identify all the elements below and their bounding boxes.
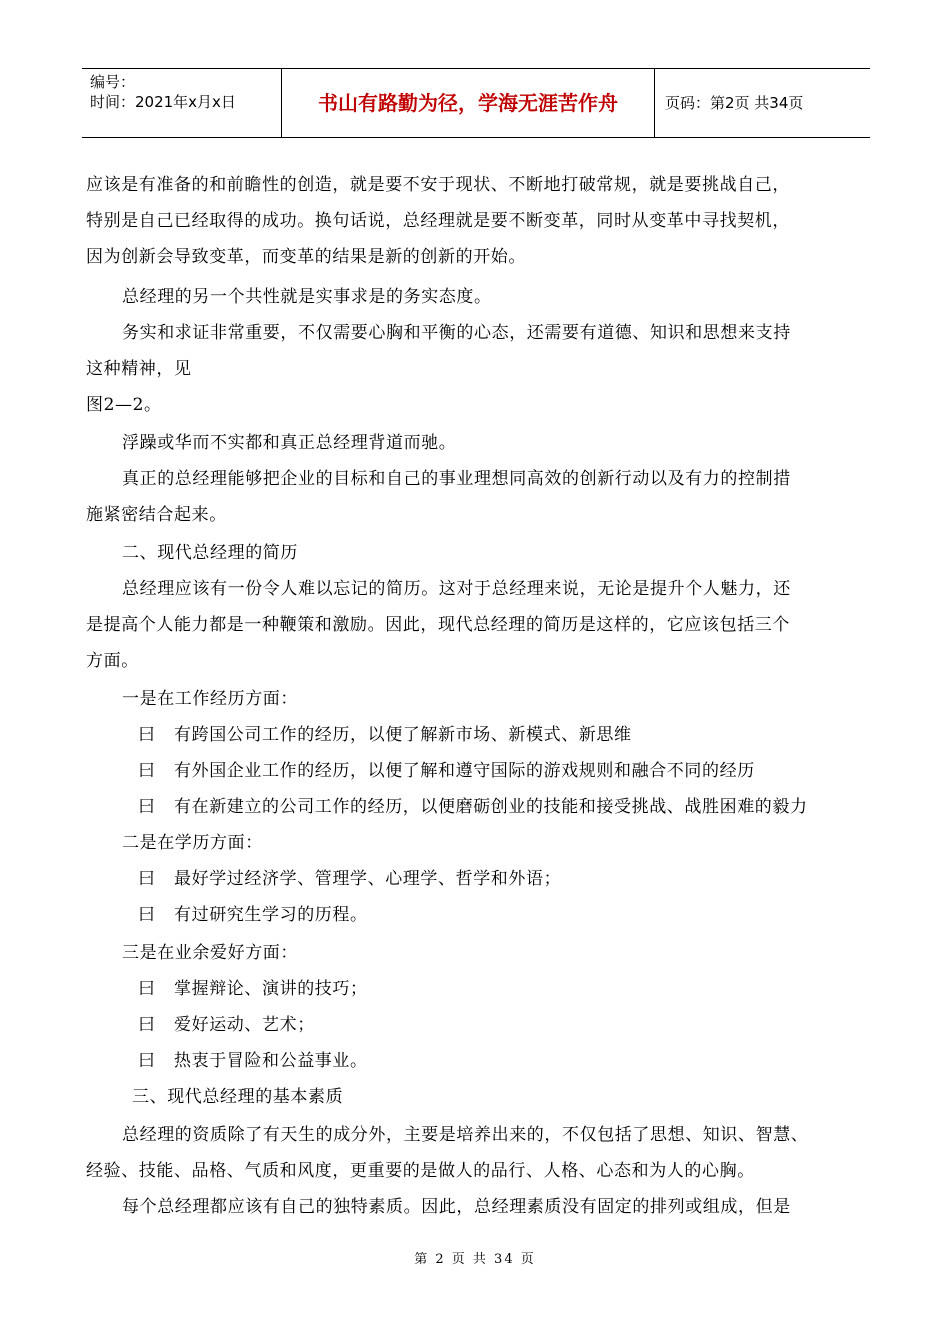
list-item — [138, 756, 755, 781]
paragraph-line: 务实和求证非常重要，不仅需要心胸和平衡的心态，还需要有道德、知识和思想来支持 — [122, 323, 791, 343]
header-motto: 书山有路勤为径，学海无涯苦作舟 — [282, 69, 655, 137]
paragraph-line: 这种精神，见 — [86, 359, 192, 379]
header-meta-cell — [82, 69, 282, 137]
list-item-text: 热衷于冒险和公益事业。 — [174, 1051, 368, 1071]
section-heading: 二、现代总经理的简历 — [122, 543, 298, 563]
list-item — [138, 1010, 315, 1035]
page-footer: 第 2 页 共 34 页 — [414, 1252, 536, 1267]
list-item-text: 爱好运动、艺术； — [174, 1015, 315, 1035]
paragraph-line: 真正的总经理能够把企业的目标和自己的事业理想同高效的创新行动以及有力的控制措 — [122, 469, 791, 489]
paragraph-line: 每个总经理都应该有自己的独特素质。因此，总经理素质没有固定的排列或组成，但是 — [122, 1197, 791, 1217]
paragraph-line: 总经理应该有一份令人难以忘记的简历。这对于总经理来说，无论是提升个人魅力，还 — [122, 579, 791, 599]
bullet-mark: 曰 — [138, 797, 156, 817]
paragraph-line: 是提高个人能力都是一种鞭策和激励。因此，现代总经理的简历是这样的，它应该包括三个 — [86, 615, 790, 635]
list-item — [138, 1046, 368, 1071]
paragraph-line: 经验、技能、品格、气质和风度，更重要的是做人的品行、人格、心态和为人的心胸。 — [86, 1161, 755, 1181]
subsection-label: 二是在学历方面： — [122, 833, 263, 853]
list-item-text: 掌握辩论、演讲的技巧； — [174, 979, 368, 999]
number-label: 编号： — [90, 73, 136, 91]
header-page-code: 页码：第2页 共34页 — [665, 94, 804, 112]
bullet-mark: 曰 — [138, 1051, 156, 1071]
bullet-mark: 曰 — [138, 725, 156, 745]
subsection-label: 一是在工作经历方面： — [122, 689, 298, 709]
bullet-mark: 曰 — [138, 761, 156, 781]
paragraph-line: 方面。 — [86, 651, 139, 671]
subsection-label: 三是在业余爱好方面： — [122, 943, 298, 963]
list-item — [138, 974, 368, 999]
bullet-mark: 曰 — [138, 905, 156, 925]
figure-reference: 图2—2。 — [86, 395, 162, 415]
list-item — [138, 864, 561, 889]
paragraph-line: 特别是自己已经取得的成功。换句话说，总经理就是要不断变革，同时从变革中寻找契机， — [86, 211, 790, 231]
paragraph-line: 应该是有准备的和前瞻性的创造，就是要不安于现状、不断地打破常规，就是要挑战自己， — [86, 175, 790, 195]
time-label: 时间：2021年x月x日 — [90, 93, 236, 111]
list-item-text: 最好学过经济学、管理学、心理学、哲学和外语； — [174, 869, 562, 889]
paragraph-line: 总经理的另一个共性就是实事求是的务实态度。 — [122, 287, 492, 307]
list-item — [138, 720, 632, 745]
bullet-mark: 曰 — [138, 979, 156, 999]
list-item-text: 有跨国公司工作的经历，以便了解新市场、新模式、新思维 — [174, 725, 632, 745]
bullet-mark: 曰 — [138, 869, 156, 889]
list-item-text: 有外国企业工作的经历，以便了解和遵守国际的游戏规则和融合不同的经历 — [174, 761, 755, 781]
paragraph-line: 施紧密结合起来。 — [86, 505, 227, 525]
header-table — [82, 68, 870, 138]
bullet-mark: 曰 — [138, 1015, 156, 1035]
section-heading: 三、现代总经理的基本素质 — [132, 1087, 344, 1107]
list-item-text: 有在新建立的公司工作的经历，以便磨砺创业的技能和接受挑战、战胜困难的毅力 — [174, 797, 808, 817]
list-item — [138, 900, 368, 925]
list-item-text: 有过研究生学习的历程。 — [174, 905, 368, 925]
paragraph-line: 总经理的资质除了有天生的成分外，主要是培养出来的，不仅包括了思想、知识、智慧、 — [122, 1125, 809, 1145]
list-item — [138, 792, 808, 817]
paragraph-line: 浮躁或华而不实都和真正总经理背道而驰。 — [122, 433, 457, 453]
paragraph-line: 因为创新会导致变革，而变革的结果是新的创新的开始。 — [86, 247, 526, 267]
